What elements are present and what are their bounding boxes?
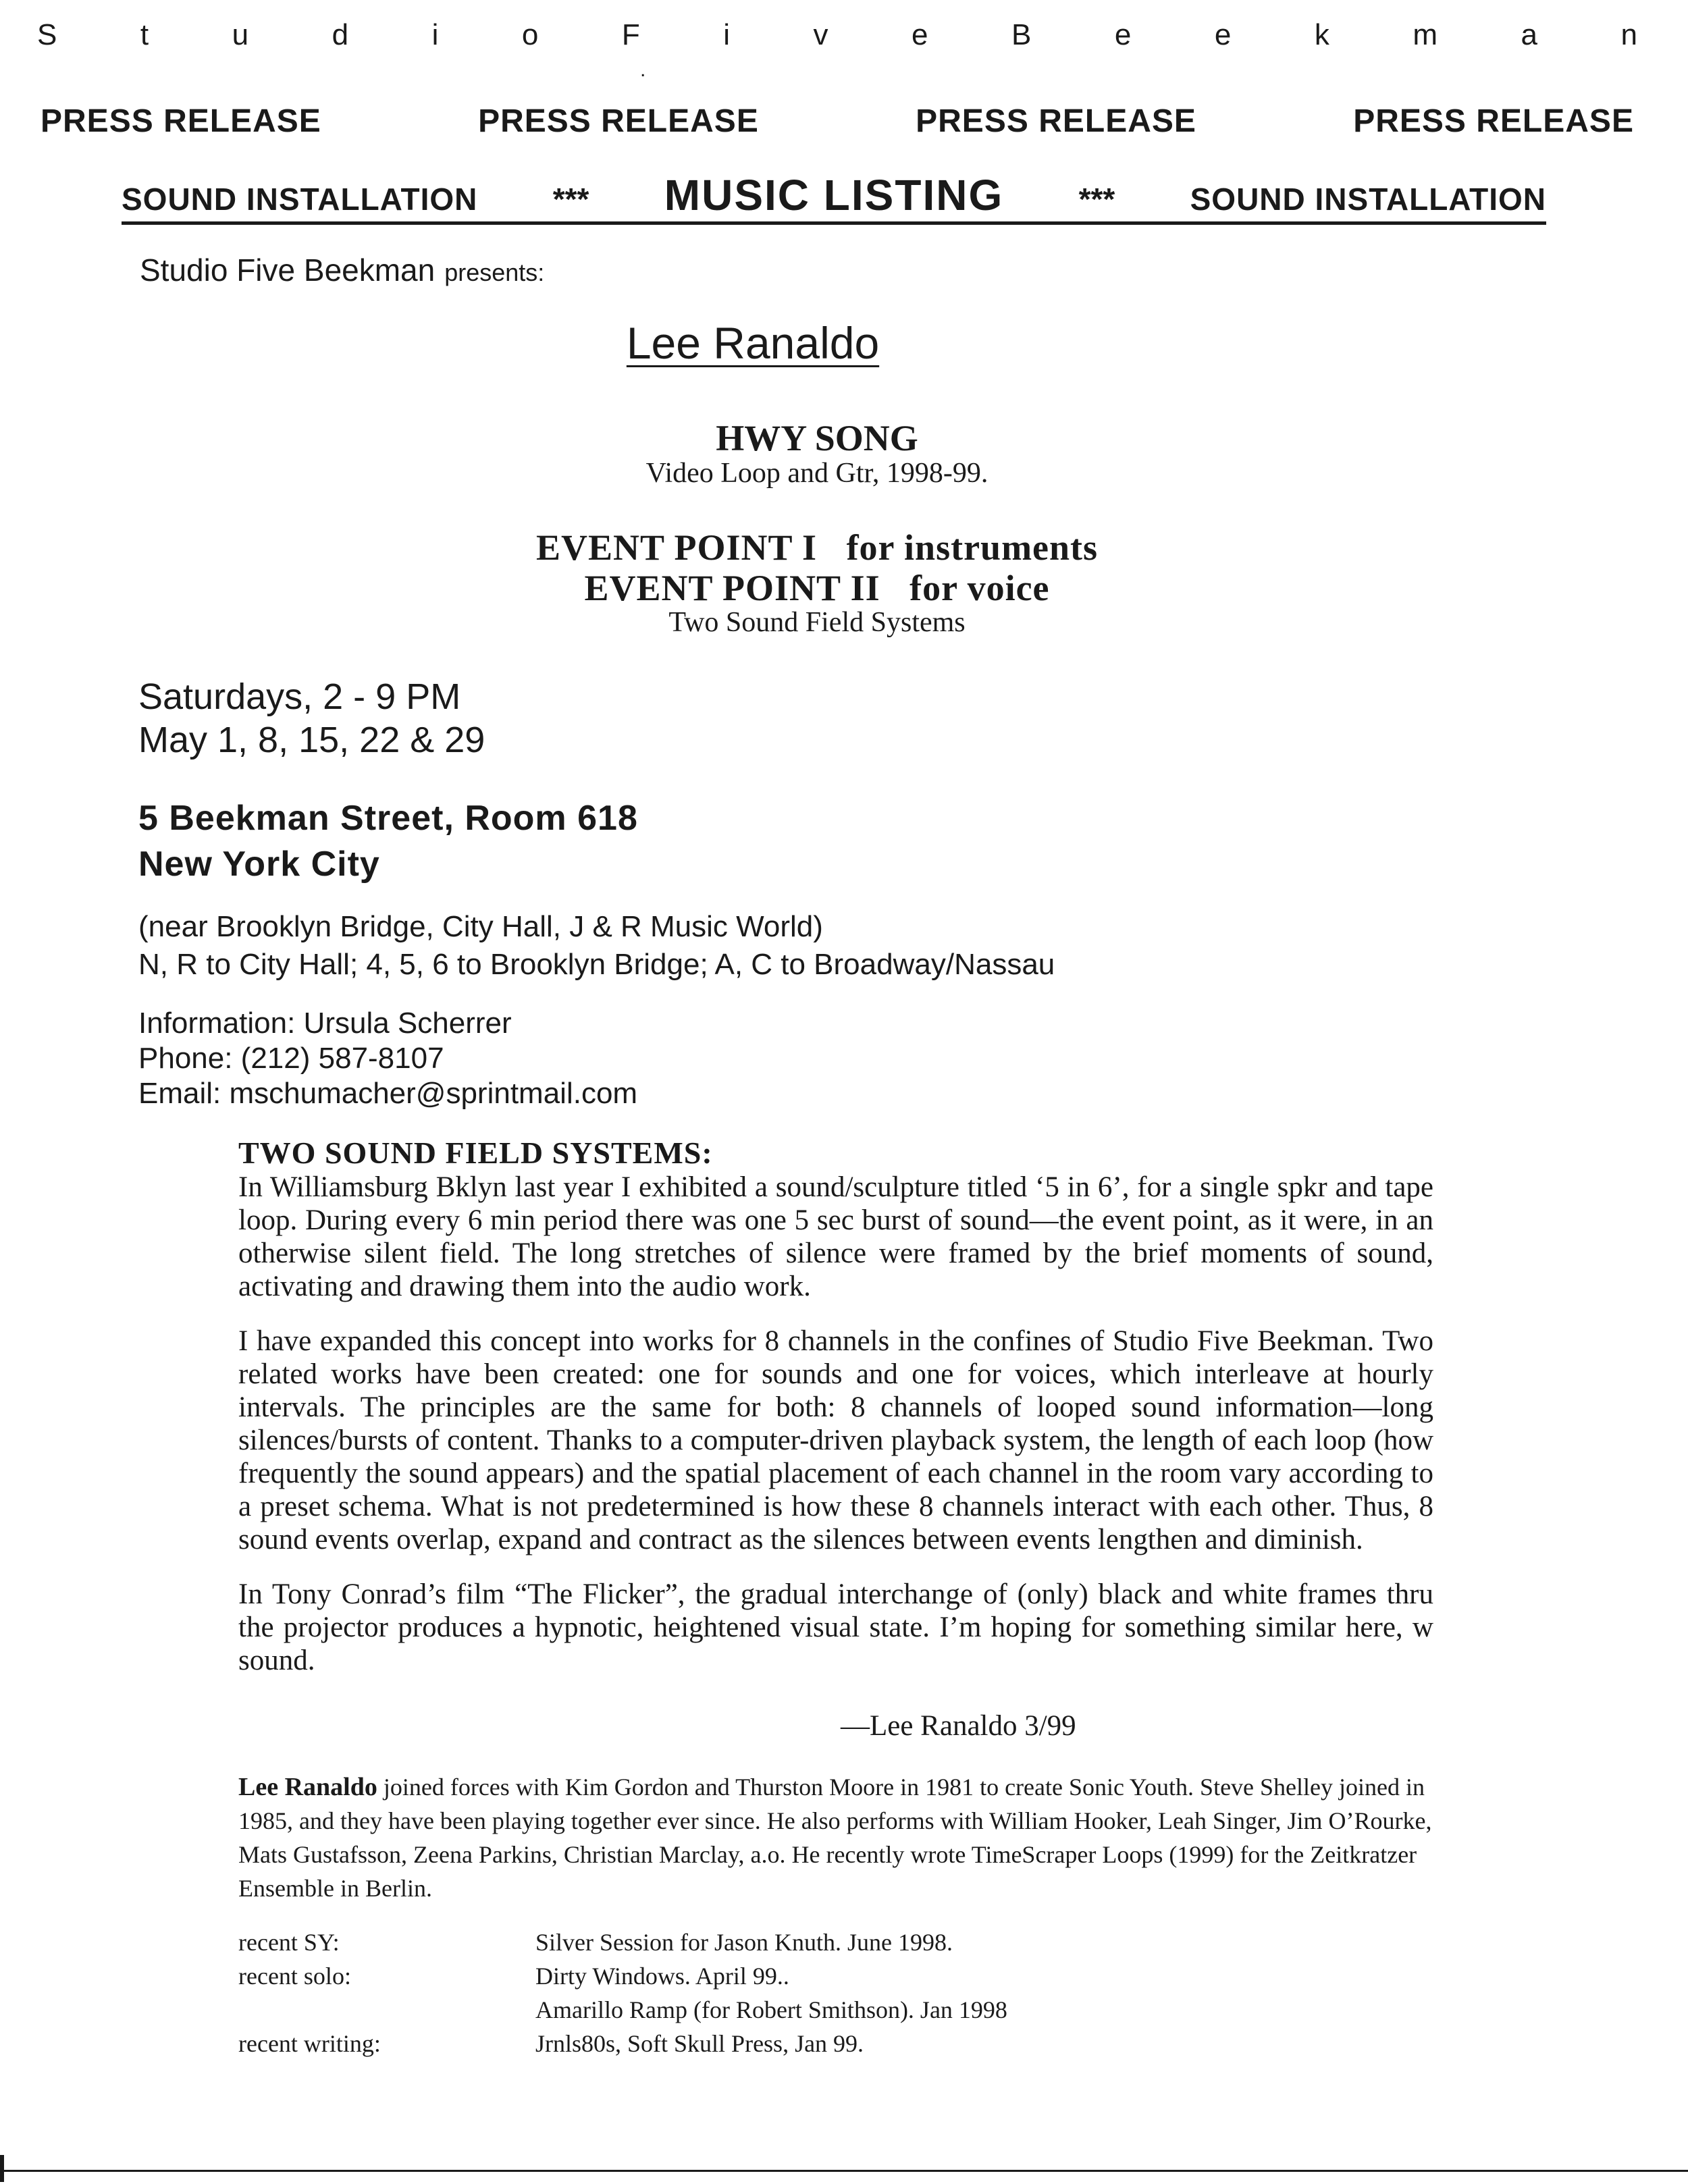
- letterhead: [37, 15, 1637, 81]
- press-release-label: PRESS RELEASE: [478, 103, 759, 139]
- listing-title: MUSIC LISTING: [664, 171, 1004, 219]
- work-title-event-point-1: EVENT POINT I for instruments: [535, 527, 1099, 568]
- presents-word: presents:: [444, 259, 545, 286]
- letterhead-letter: e: [1114, 18, 1132, 51]
- presenter-name: Studio Five Beekman: [140, 252, 436, 288]
- statement-paragraph-3: In Tony Conrad’s film “The Flicker”, the gradual interchange of (only) black and white frames thru the projector produces a hypnotic, heightened visual state. I’m hoping for something similar here, w sound.: [238, 1578, 1433, 1676]
- credit-row: [238, 1959, 1007, 1993]
- credit-label: recent writing:: [238, 2030, 381, 2057]
- contact-phone: Phone: (212) 587-8107: [138, 1042, 444, 1075]
- event-dates: [138, 675, 485, 762]
- artist-name: Lee Ranaldo: [626, 318, 880, 368]
- recent-credits: [238, 1925, 1007, 2060]
- letterhead-letter: u: [232, 18, 249, 51]
- listing-banner: [122, 170, 1546, 225]
- contact-name: Information: Ursula Scherrer: [138, 1007, 512, 1040]
- corner-mark: [0, 2155, 4, 2182]
- work-subtitle-hwy-song: Video Loop and Gtr, 1998-99.: [645, 458, 988, 489]
- directions: [138, 908, 1055, 984]
- letterhead-dot: .: [640, 59, 646, 81]
- statement-paragraph-1: In Williamsburg Bklyn last year I exhibited a sound/sculpture titled ‘5 in 6’, for a single spkr and tape loop. During every 6 min period there was one 5 sec burst of sound—the event point, as it were, in an otherwise silent field. The long stretches of silence were framed by the brief moments of sound, activating and drawing them into the audio work.: [238, 1171, 1433, 1302]
- work-title-hwy-song: HWY SONG: [716, 418, 918, 458]
- credit-row: [238, 2027, 1007, 2060]
- listing-stars-right: ***: [1078, 182, 1115, 217]
- listing-left: SOUND INSTALLATION: [122, 182, 478, 217]
- address-line-1: 5 Beekman Street, Room 618: [138, 799, 638, 838]
- letterhead-letter: a: [1521, 18, 1537, 51]
- letterhead-letter: k: [1314, 18, 1329, 51]
- press-release-label: PRESS RELEASE: [1353, 103, 1634, 139]
- statement-paragraph-2: I have expanded this concept into works for 8 channels in the confines of Studio Five Beekman. Two related works have been created: one for sounds and one for voices, which interleave at hourly intervals. The principles are the same for both: 8 channels of looped sound information—long silences/bursts of content. Thanks to a computer-driven playback system, the length of each loop (how frequently the sound appears) and the spatial placement of each channel in the room vary according to a preset schema. What is not predetermined is how these 8 channels interact with each other. Thus, 8 sound events overlap, expand and contract as the silences between events lengthen and diminish.: [238, 1325, 1433, 1555]
- press-release-row: [41, 103, 1634, 140]
- statement-heading: TWO SOUND FIELD SYSTEMS:: [238, 1136, 713, 1170]
- letterhead-letter: i: [723, 18, 730, 51]
- work-subtitle-event-point: Two Sound Field Systems: [668, 607, 966, 638]
- statement-signature: —Lee Ranaldo 3/99: [841, 1710, 1076, 1742]
- letterhead-letter: d: [332, 18, 349, 51]
- credit-label: [238, 1993, 535, 2027]
- credit-value: Dirty Windows. April 99..: [535, 1963, 789, 1990]
- credit-label: recent solo:: [238, 1963, 351, 1990]
- credit-value: Amarillo Ramp (for Robert Smithson). Jan 1998: [535, 1996, 1007, 2023]
- dates-line-2: May 1, 8, 15, 22 & 29: [138, 720, 485, 760]
- bio-name: Lee Ranaldo: [238, 1773, 377, 1801]
- artist-heading: [0, 317, 1688, 369]
- press-release-label: PRESS RELEASE: [916, 103, 1196, 139]
- letterhead-letter: n: [1620, 18, 1637, 51]
- credit-row: [238, 1925, 1007, 1959]
- contact-email: Email: mschumacher@sprintmail.com: [138, 1077, 638, 1110]
- credit-value: Silver Session for Jason Knuth. June 1998.: [535, 1929, 953, 1956]
- letterhead-letter: F: [621, 18, 640, 51]
- credit-value: Jrnls80s, Soft Skull Press, Jan 99.: [535, 2030, 864, 2057]
- press-release-label: PRESS RELEASE: [41, 103, 321, 139]
- letterhead-letter: t: [140, 18, 149, 51]
- letterhead-letter: S: [37, 18, 57, 51]
- letterhead-letter: i: [431, 18, 439, 51]
- credit-row: [238, 1993, 1007, 2027]
- letterhead-letter: o: [521, 18, 539, 51]
- contact-info: [138, 1006, 637, 1111]
- directions-line-1: (near Brooklyn Bridge, City Hall, J & R Music World): [138, 910, 823, 943]
- credit-label: recent SY:: [238, 1929, 340, 1956]
- presents-line: [140, 252, 544, 288]
- dates-line-1: Saturdays, 2 - 9 PM: [138, 676, 461, 717]
- address-line-2: New York City: [138, 845, 380, 884]
- bio-text: joined forces with Kim Gordon and Thurston Moore in 1981 to create Sonic Youth. Steve Shelley joined in 1985, and they have been playing together ever since. He also performs with William Hooker, Leah Singer, Jim O’Rourke, Mats Gustafsson, Zeena Parkins, Christian Marclay, a.o. He recently wrote TimeScraper Loops (1999) for the Zeitkratzer Ensemble in Berlin.: [238, 1774, 1432, 1902]
- artist-statement: [238, 1136, 1433, 1699]
- work-title-event-point-2: EVENT POINT II for voice: [584, 568, 1050, 608]
- artist-bio: [238, 1770, 1433, 1905]
- listing-right: SOUND INSTALLATION: [1190, 182, 1546, 217]
- letterhead-letter: e: [912, 18, 928, 51]
- letterhead-letter: B: [1011, 18, 1032, 51]
- directions-line-2: N, R to City Hall; 4, 5, 6 to Brooklyn Bridge; A, C to Broadway/Nassau: [138, 948, 1055, 981]
- letterhead-letter: v: [813, 18, 828, 51]
- venue-address: [138, 795, 638, 887]
- listing-stars-left: ***: [552, 182, 589, 217]
- bottom-rule: [0, 2170, 1688, 2172]
- letterhead-letter: m: [1413, 18, 1438, 51]
- letterhead-letter: e: [1214, 18, 1232, 51]
